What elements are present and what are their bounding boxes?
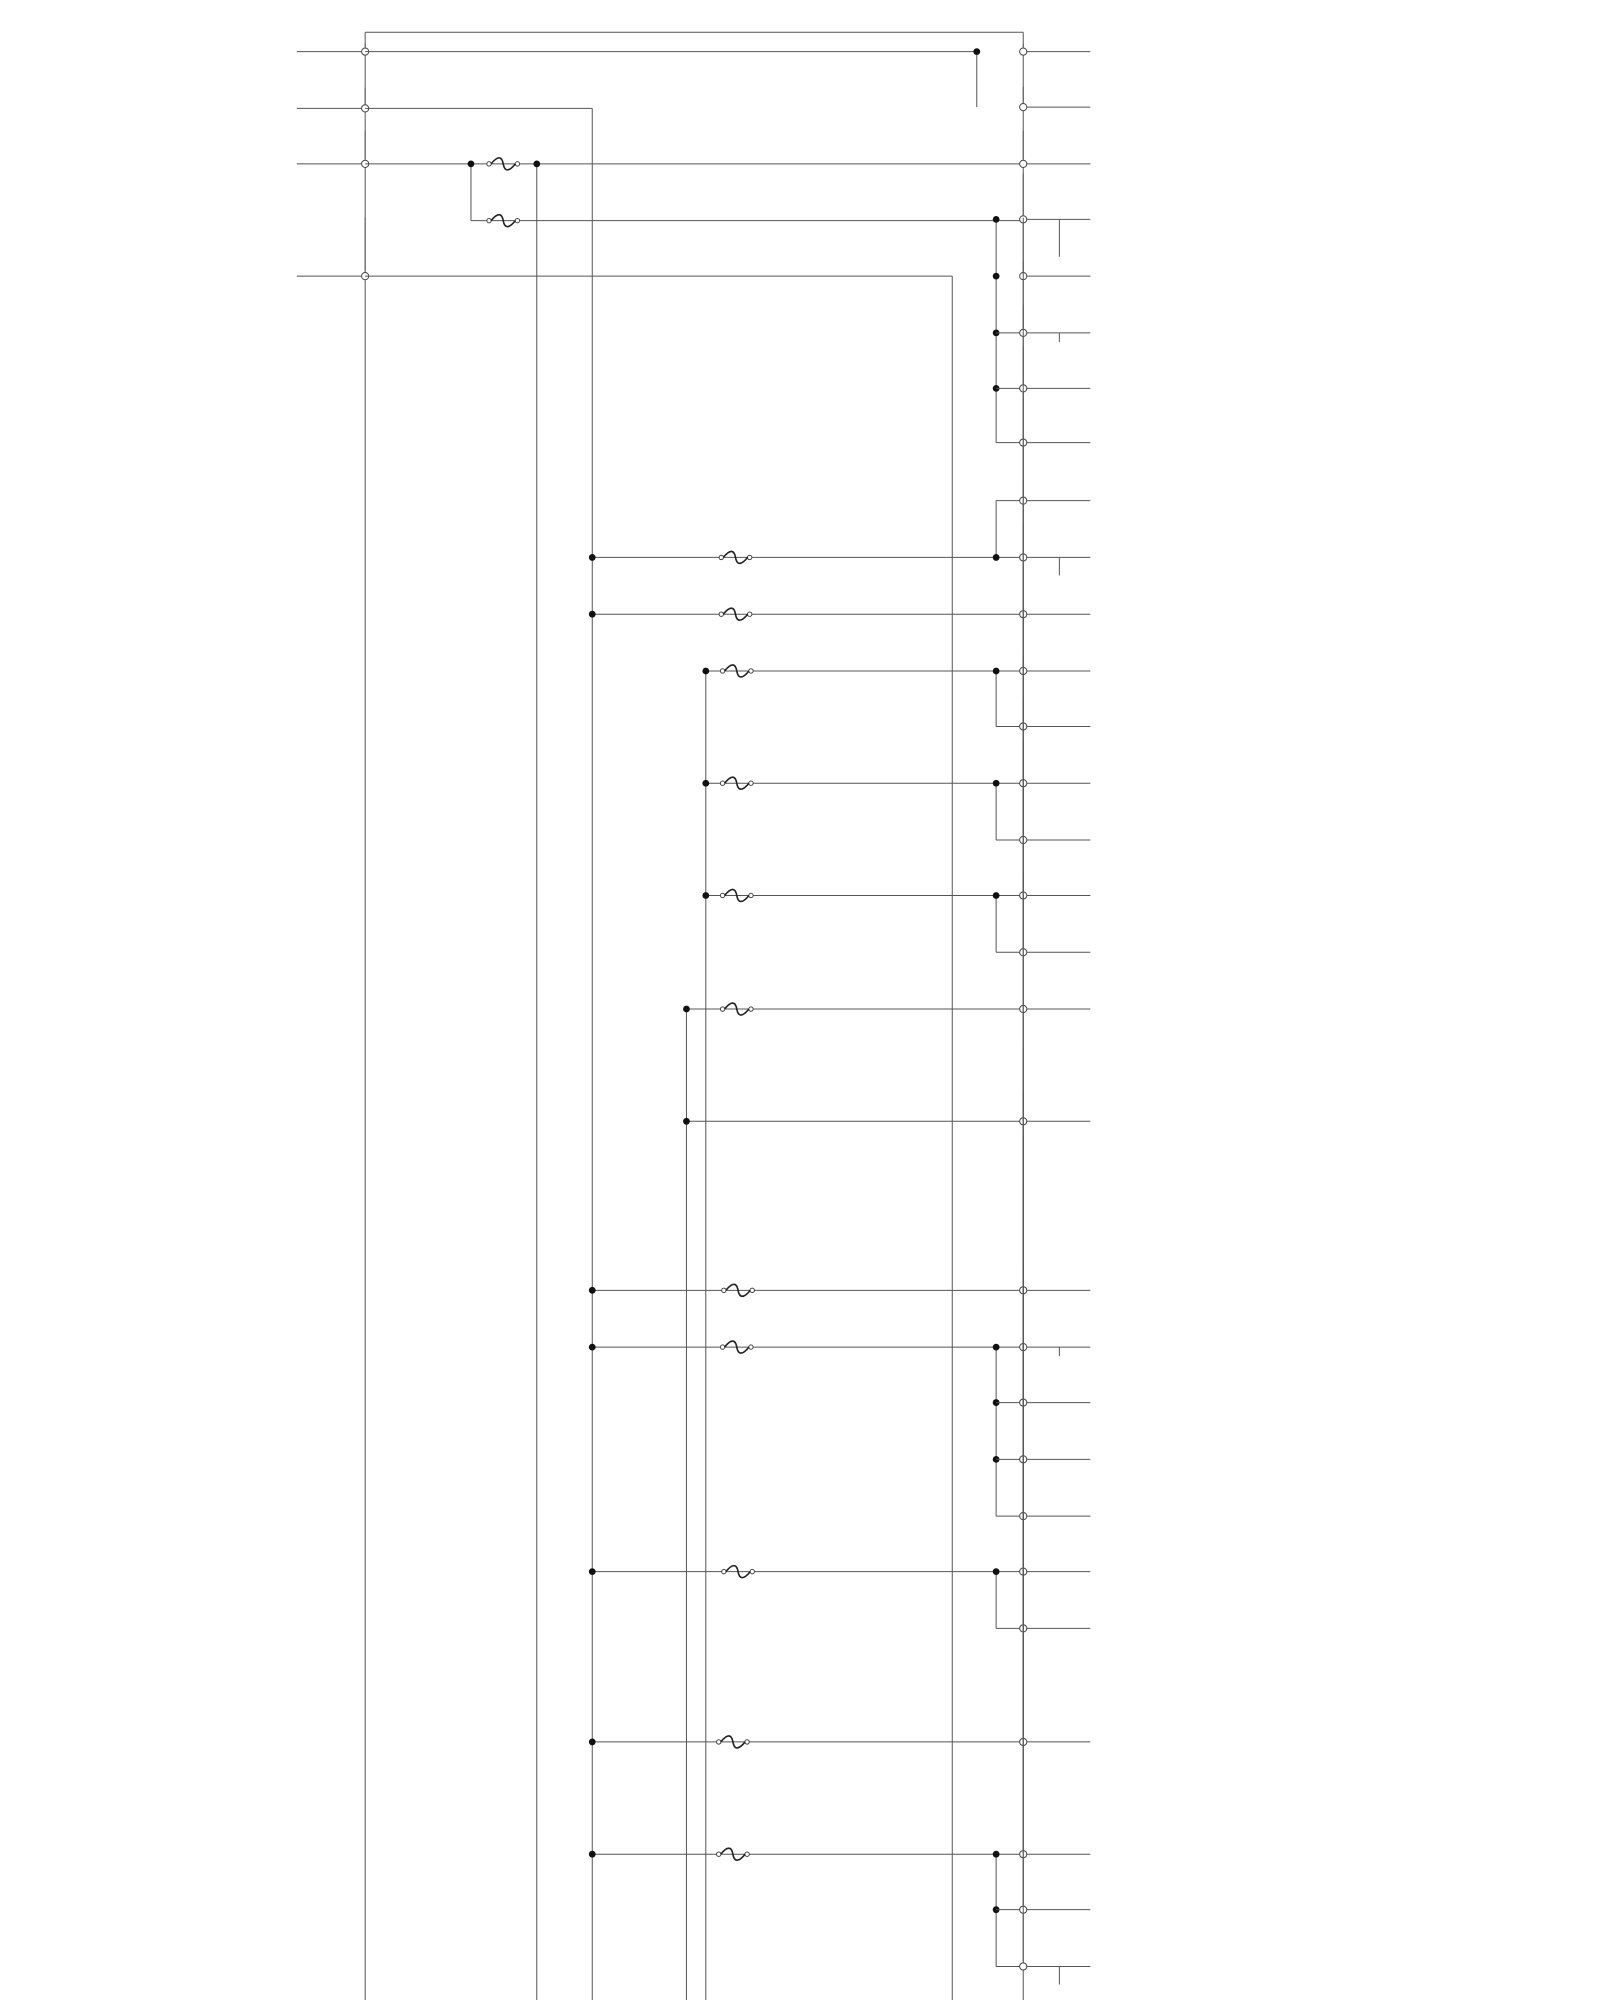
fuse-end	[719, 555, 723, 559]
terminal-icon	[1020, 1963, 1027, 1970]
terminal-icon	[1020, 160, 1027, 167]
fuse-end	[515, 162, 519, 166]
junction-dot	[702, 780, 709, 787]
junction-dot	[589, 1739, 596, 1746]
fuse-end	[749, 1007, 753, 1011]
junction-dot	[589, 1568, 596, 1575]
junction-dot	[589, 1287, 596, 1294]
junction-dot	[993, 1344, 1000, 1351]
fuse-end	[720, 1007, 724, 1011]
junction-dot	[993, 1851, 1000, 1858]
fuse-end	[750, 1288, 754, 1292]
junction-dot	[589, 1344, 596, 1351]
fuse-end	[745, 1852, 749, 1856]
fuse-end	[720, 1345, 724, 1349]
fuse-end	[749, 669, 753, 673]
fuse-end	[750, 1569, 754, 1573]
fuse-end	[749, 893, 753, 897]
junction-dot	[468, 160, 475, 167]
junction-dot	[993, 273, 1000, 280]
fuse-end	[745, 1740, 749, 1744]
junction-dot	[683, 1118, 690, 1125]
junction-dot	[683, 1006, 690, 1013]
fuse-end	[722, 1288, 726, 1292]
terminal-icon	[1020, 48, 1027, 55]
terminal-icon	[1020, 103, 1027, 110]
junction-dot	[993, 554, 1000, 561]
fuse-end	[719, 612, 723, 616]
fuse-end	[717, 1852, 721, 1856]
fuse-end	[749, 1345, 753, 1349]
fuse-end	[747, 612, 751, 616]
fuse-end	[722, 1569, 726, 1573]
junction-dot	[993, 1568, 1000, 1575]
fuse-end	[720, 893, 724, 897]
fuse-end	[487, 218, 491, 222]
fuse-end	[515, 218, 519, 222]
fuse-end	[717, 1740, 721, 1744]
junction-dot	[589, 611, 596, 618]
fuse-end	[747, 555, 751, 559]
fuse-end	[720, 669, 724, 673]
junction-dot	[702, 668, 709, 675]
junction-dot	[993, 892, 1000, 899]
junction-dot	[973, 48, 980, 55]
junction-dot	[702, 892, 709, 899]
junction-dot	[589, 1851, 596, 1858]
junction-dot	[993, 668, 1000, 675]
fuse-end	[749, 781, 753, 785]
junction-dot	[993, 216, 1000, 223]
fuse-end	[487, 162, 491, 166]
junction-dot	[533, 160, 540, 167]
junction-dot	[589, 554, 596, 561]
junction-dot	[993, 780, 1000, 787]
fuse-end	[720, 781, 724, 785]
